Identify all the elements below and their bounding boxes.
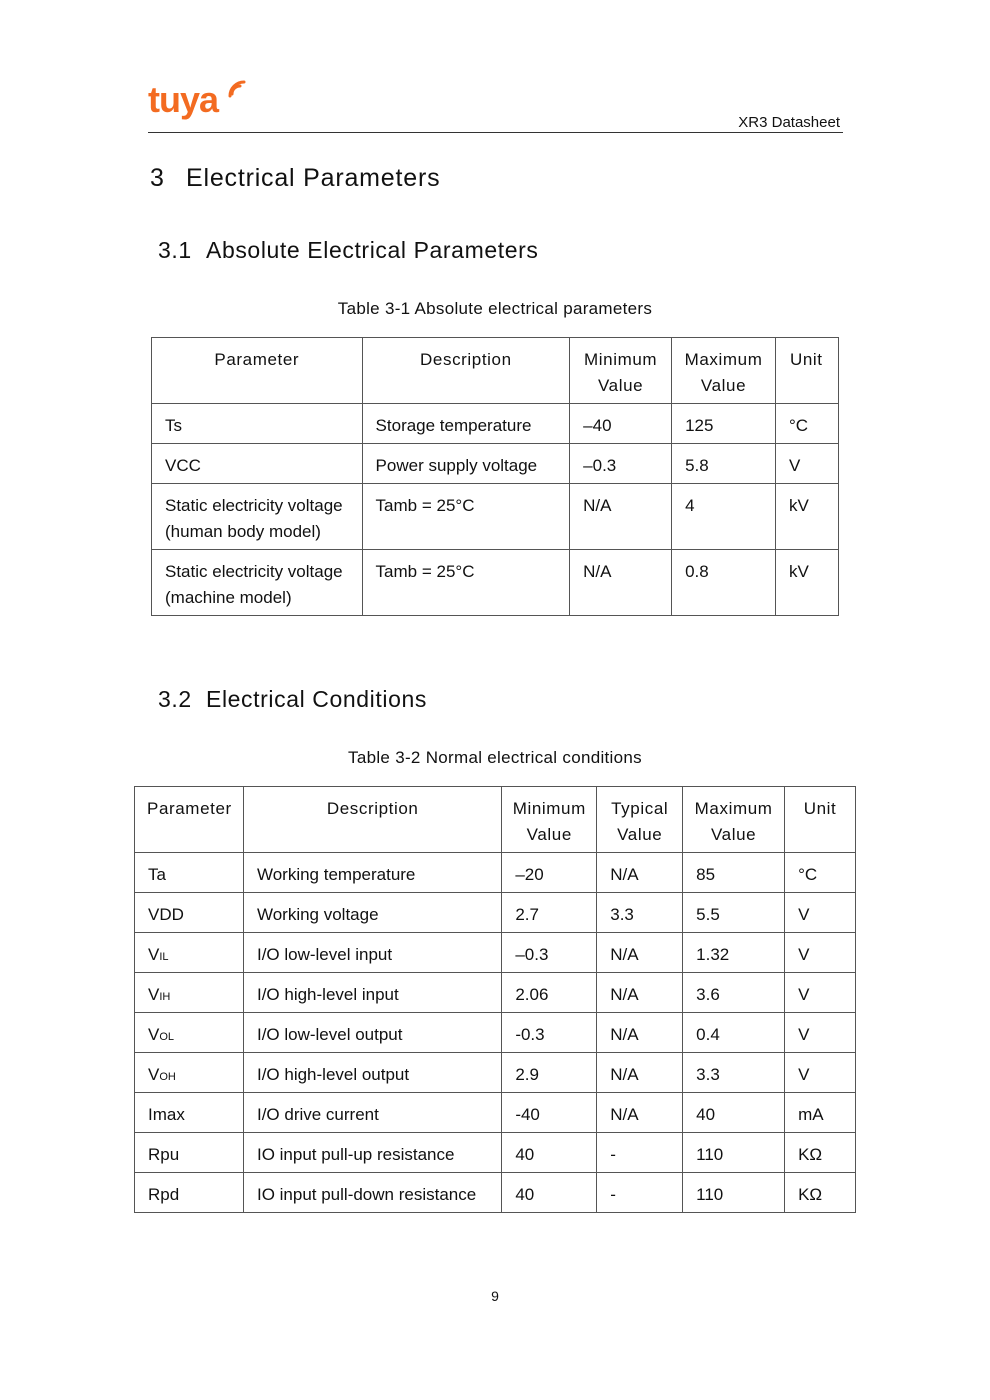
cell-typ: N/A xyxy=(597,1053,683,1093)
header-parameter: Parameter xyxy=(152,338,363,404)
header-description: Description xyxy=(362,338,570,404)
absolute-parameters-table xyxy=(151,337,839,616)
cell-unit: kV xyxy=(776,484,839,550)
table-row xyxy=(135,933,856,973)
cell-description: I/O drive current xyxy=(243,1093,501,1133)
cell-min: –20 xyxy=(502,853,597,893)
tuya-logo xyxy=(148,80,252,130)
section-heading xyxy=(150,164,440,193)
cell-min: N/A xyxy=(570,484,672,550)
table-row xyxy=(135,853,856,893)
cell-description: I/O high-level input xyxy=(243,973,501,1013)
header-typical-value: Typical Value xyxy=(597,787,683,853)
header-minimum-value: Minimum Value xyxy=(570,338,672,404)
cell-min: 2.7 xyxy=(502,893,597,933)
cell-typ: N/A xyxy=(597,1013,683,1053)
cell-unit: KΩ xyxy=(785,1173,856,1213)
subsection-number: 3.1 xyxy=(158,237,192,263)
cell-parameter: VIH xyxy=(135,973,244,1013)
header-maximum-value: Maximum Value xyxy=(683,787,785,853)
cell-max: 40 xyxy=(683,1093,785,1133)
cell-min: –40 xyxy=(570,404,672,444)
cell-unit: °C xyxy=(785,853,856,893)
cell-min: –0.3 xyxy=(570,444,672,484)
table-caption: Table 3-2 Normal electrical conditions xyxy=(348,748,642,767)
subsection-title: Electrical Conditions xyxy=(206,686,427,712)
cell-parameter: VIL xyxy=(135,933,244,973)
cell-max: 3.3 xyxy=(683,1053,785,1093)
cell-parameter: Ts xyxy=(152,404,363,444)
cell-unit: °C xyxy=(776,404,839,444)
cell-max: 110 xyxy=(683,1133,785,1173)
header-parameter: Parameter xyxy=(135,787,244,853)
cell-description: Storage temperature xyxy=(362,404,570,444)
cell-parameter: Static electricity voltage (human body model) xyxy=(152,484,363,550)
cell-typ: N/A xyxy=(597,933,683,973)
cell-description: IO input pull-up resistance xyxy=(243,1133,501,1173)
cell-parameter: VDD xyxy=(135,893,244,933)
cell-min: -40 xyxy=(502,1093,597,1133)
cell-parameter: Rpd xyxy=(135,1173,244,1213)
cell-max: 5.8 xyxy=(672,444,776,484)
cell-typ: 3.3 xyxy=(597,893,683,933)
cell-description: I/O low-level output xyxy=(243,1013,501,1053)
table-row xyxy=(135,893,856,933)
cell-description: Working voltage xyxy=(243,893,501,933)
cell-unit: V xyxy=(776,444,839,484)
table-row xyxy=(135,1053,856,1093)
svg-text:tuya: tuya xyxy=(148,80,219,120)
cell-min: –0.3 xyxy=(502,933,597,973)
table-row xyxy=(152,550,839,616)
cell-unit: KΩ xyxy=(785,1133,856,1173)
table-row xyxy=(135,973,856,1013)
header-minimum-value: Minimum Value xyxy=(502,787,597,853)
cell-typ: - xyxy=(597,1133,683,1173)
cell-max: 0.4 xyxy=(683,1013,785,1053)
cell-description: Tamb = 25°C xyxy=(362,484,570,550)
section-number: 3 xyxy=(150,164,165,192)
cell-description: Tamb = 25°C xyxy=(362,550,570,616)
subsection-title: Absolute Electrical Parameters xyxy=(206,237,539,263)
header-unit: Unit xyxy=(776,338,839,404)
cell-min: N/A xyxy=(570,550,672,616)
cell-unit: mA xyxy=(785,1093,856,1133)
cell-description: IO input pull-down resistance xyxy=(243,1173,501,1213)
cell-parameter: Ta xyxy=(135,853,244,893)
cell-max: 4 xyxy=(672,484,776,550)
cell-min: 40 xyxy=(502,1133,597,1173)
cell-max: 1.32 xyxy=(683,933,785,973)
subsection-heading-3-2 xyxy=(158,686,427,713)
cell-unit: V xyxy=(785,1053,856,1093)
cell-typ: N/A xyxy=(597,1093,683,1133)
cell-description: I/O low-level input xyxy=(243,933,501,973)
cell-parameter: VCC xyxy=(152,444,363,484)
cell-min: -0.3 xyxy=(502,1013,597,1053)
tuya-logo-icon xyxy=(148,80,252,130)
document-title: XR3 Datasheet xyxy=(738,114,840,131)
cell-parameter: VOH xyxy=(135,1053,244,1093)
cell-parameter: Imax xyxy=(135,1093,244,1133)
subsection-heading-3-1 xyxy=(158,237,538,264)
cell-typ: N/A xyxy=(597,973,683,1013)
cell-unit: kV xyxy=(776,550,839,616)
cell-parameter: Rpu xyxy=(135,1133,244,1173)
cell-typ: - xyxy=(597,1173,683,1213)
table-row xyxy=(135,1133,856,1173)
subsection-number: 3.2 xyxy=(158,686,192,712)
table-row xyxy=(135,1093,856,1133)
cell-max: 3.6 xyxy=(683,973,785,1013)
electrical-conditions-table xyxy=(134,786,856,1213)
table-header-row xyxy=(135,787,856,853)
cell-max: 5.5 xyxy=(683,893,785,933)
cell-max: 110 xyxy=(683,1173,785,1213)
cell-unit: V xyxy=(785,973,856,1013)
table-row xyxy=(135,1173,856,1213)
cell-unit: V xyxy=(785,933,856,973)
cell-parameter: Static electricity voltage (machine model) xyxy=(152,550,363,616)
cell-min: 40 xyxy=(502,1173,597,1213)
table-row xyxy=(152,444,839,484)
cell-typ: N/A xyxy=(597,853,683,893)
header-unit: Unit xyxy=(785,787,856,853)
cell-parameter: VOL xyxy=(135,1013,244,1053)
cell-description: Working temperature xyxy=(243,853,501,893)
cell-description: I/O high-level output xyxy=(243,1053,501,1093)
table-header-row xyxy=(152,338,839,404)
cell-unit: V xyxy=(785,893,856,933)
cell-min: 2.06 xyxy=(502,973,597,1013)
table-row xyxy=(152,484,839,550)
section-title: Electrical Parameters xyxy=(186,164,441,192)
header-maximum-value: Maximum Value xyxy=(672,338,776,404)
cell-unit: V xyxy=(785,1013,856,1053)
header-description: Description xyxy=(243,787,501,853)
table-row xyxy=(152,404,839,444)
header-divider xyxy=(148,132,843,133)
cell-description: Power supply voltage xyxy=(362,444,570,484)
page-number: 9 xyxy=(491,1288,499,1304)
table-row xyxy=(135,1013,856,1053)
cell-max: 85 xyxy=(683,853,785,893)
cell-max: 125 xyxy=(672,404,776,444)
cell-min: 2.9 xyxy=(502,1053,597,1093)
table-caption: Table 3-1 Absolute electrical parameters xyxy=(337,299,653,318)
cell-max: 0.8 xyxy=(672,550,776,616)
